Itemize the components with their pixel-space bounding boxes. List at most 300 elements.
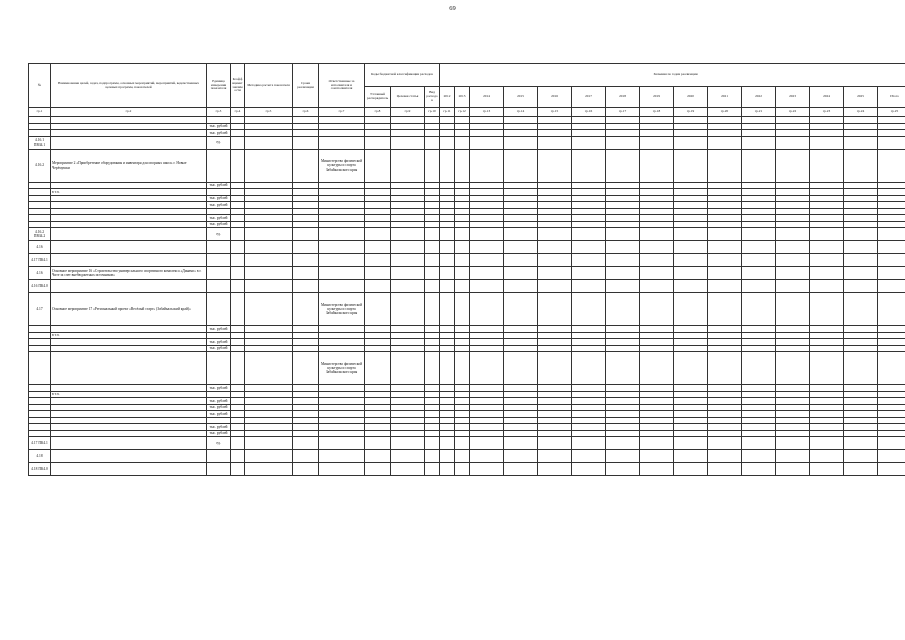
column-index: гр.22 [776, 108, 810, 117]
cell-year-value [742, 293, 776, 326]
cell-year-value [742, 352, 776, 385]
cell-year-value [606, 437, 640, 450]
cell-calc [245, 437, 293, 450]
header-unit: Единица измерения показателя [207, 64, 231, 108]
cell-name [51, 136, 207, 149]
cell-unit: ед. [207, 136, 231, 149]
cell-year-value [844, 228, 878, 241]
header-year: 2021 [708, 87, 742, 108]
cell-year-value [504, 241, 538, 254]
column-index: гр.25 [878, 108, 905, 117]
cell-year-value [538, 149, 572, 182]
cell-b [391, 241, 425, 254]
cell-year-value [640, 352, 674, 385]
header-year: 2024 [810, 87, 844, 108]
cell-unit [207, 241, 231, 254]
cell-calc [245, 136, 293, 149]
cell-resp [319, 136, 365, 149]
cell-year-value [538, 463, 572, 476]
cell-year-value [440, 463, 455, 476]
cell-year-value [440, 241, 455, 254]
cell-b [391, 228, 425, 241]
cell-unit: ед. [207, 228, 231, 241]
cell-year-value [708, 437, 742, 450]
cell-year-value [776, 136, 810, 149]
cell-num: 4.16 [29, 241, 51, 254]
cell-year-value [572, 437, 606, 450]
cell-a [365, 280, 391, 293]
header-budget-codes: Коды бюджетной классификации расходов [365, 64, 440, 87]
cell-year-value [674, 254, 708, 267]
cell-num: 4.16.1 ПВЗ4.1 [29, 136, 51, 149]
header-year: 2013 [455, 87, 470, 108]
column-index: гр.5 [245, 108, 293, 117]
cell-year-value [470, 352, 504, 385]
cell-year-value [440, 352, 455, 385]
cell-resp [319, 450, 365, 463]
cell-year-value [708, 241, 742, 254]
cell-b [391, 267, 425, 280]
column-index: гр.17 [606, 108, 640, 117]
cell-a [365, 136, 391, 149]
cell-c [425, 437, 440, 450]
cell-year-value [640, 280, 674, 293]
cell-c [425, 450, 440, 463]
cell-year-value [572, 149, 606, 182]
cell-year-value [538, 254, 572, 267]
cell-c [425, 136, 440, 149]
cell-c [425, 280, 440, 293]
header-num: № [29, 64, 51, 108]
header-total: Итого [878, 87, 905, 108]
cell-a [365, 267, 391, 280]
cell-num: 4.17 [29, 293, 51, 326]
cell-year-value [455, 149, 470, 182]
cell-unit [207, 254, 231, 267]
column-index: гр.6 [293, 108, 319, 117]
cell-year-value [440, 437, 455, 450]
cell-year-value [470, 280, 504, 293]
cell-year-value [708, 136, 742, 149]
column-index: гр.16 [572, 108, 606, 117]
cell-year-value [455, 267, 470, 280]
cell-num: 4.16 ПК4.0 [29, 280, 51, 293]
table-row [29, 228, 905, 241]
cell-year-value [504, 437, 538, 450]
cell-total [878, 450, 905, 463]
cell-unit: тыс. рублей [207, 195, 231, 202]
cell-resp [319, 437, 365, 450]
cell-a [365, 228, 391, 241]
cell-calc [245, 254, 293, 267]
cell-year-value [640, 254, 674, 267]
cell-year-value [640, 149, 674, 182]
cell-year-value [810, 228, 844, 241]
cell-total [878, 463, 905, 476]
cell-year-value [742, 463, 776, 476]
table-row [29, 437, 905, 450]
cell-year-value [504, 352, 538, 385]
cell-b [391, 280, 425, 293]
cell-resp: Министерство физической культуры и спорта Забайкальского края [319, 149, 365, 182]
cell-total [878, 352, 905, 385]
column-index: гр.1 [29, 108, 51, 117]
cell-unit: тыс. рублей [207, 221, 231, 228]
cell-year-value [455, 228, 470, 241]
cell-year-value [640, 241, 674, 254]
cell-unit [207, 352, 231, 385]
header-year: 2023 [776, 87, 810, 108]
cell-year-value [776, 267, 810, 280]
cell-b [391, 463, 425, 476]
cell-resp [319, 280, 365, 293]
table-row [29, 136, 905, 149]
cell-year-value [844, 241, 878, 254]
cell-year-value [674, 463, 708, 476]
cell-year-value [674, 280, 708, 293]
header-calc: Методика расчета показателя [245, 64, 293, 108]
cell-year-value [470, 149, 504, 182]
header-values-by-year: Значения по годам реализации [440, 64, 905, 87]
cell-year-value [606, 241, 640, 254]
cell-coef [231, 437, 245, 450]
table-row [29, 149, 905, 182]
cell-year-value [742, 280, 776, 293]
cell-year-value [572, 267, 606, 280]
cell-calc [245, 149, 293, 182]
cell-unit: тыс. рублей [207, 345, 231, 352]
cell-unit [207, 463, 231, 476]
header-coef: Коэффициент значимости [231, 64, 245, 108]
cell-year-value [844, 267, 878, 280]
cell-term [293, 267, 319, 280]
cell-resp [319, 241, 365, 254]
cell-year-value [776, 280, 810, 293]
cell-year-value [674, 267, 708, 280]
cell-name [51, 463, 207, 476]
cell-year-value [776, 437, 810, 450]
cell-year-value [674, 149, 708, 182]
cell-year-value [674, 450, 708, 463]
cell-c [425, 254, 440, 267]
cell-name: Мероприятие 2 «Приобретение оборудования и инвентаря для опорных школ» г. Новые Черёмушки [51, 149, 207, 182]
column-index: гр.4 [231, 108, 245, 117]
cell-a [365, 352, 391, 385]
cell-name [51, 254, 207, 267]
cell-year-value [606, 149, 640, 182]
header-year: 2014 [470, 87, 504, 108]
cell-year-value [674, 228, 708, 241]
cell-year-value [640, 228, 674, 241]
table-row [29, 254, 905, 267]
cell-unit: тыс. рублей [207, 326, 231, 333]
cell-year-value [844, 136, 878, 149]
cell-year-value [572, 450, 606, 463]
column-index: гр.13 [470, 108, 504, 117]
cell-year-value [470, 136, 504, 149]
cell-term [293, 293, 319, 326]
cell-year-value [440, 450, 455, 463]
cell-coef [231, 352, 245, 385]
cell-unit [207, 149, 231, 182]
cell-year-value [606, 136, 640, 149]
cell-year-value [470, 241, 504, 254]
cell-num: 4.16 [29, 267, 51, 280]
cell-coef [231, 293, 245, 326]
cell-year-value [606, 352, 640, 385]
cell-num: 4.18 [29, 450, 51, 463]
cell-year-value [640, 293, 674, 326]
cell-name [51, 280, 207, 293]
cell-year-value [776, 352, 810, 385]
header-year: 2019 [640, 87, 674, 108]
cell-year-value [538, 450, 572, 463]
cell-year-value [538, 293, 572, 326]
cell-year-value [810, 267, 844, 280]
cell-calc [245, 293, 293, 326]
cell-coef [231, 254, 245, 267]
cell-year-value [742, 241, 776, 254]
cell-year-value [572, 293, 606, 326]
column-index: гр.21 [742, 108, 776, 117]
column-index: гр.20 [708, 108, 742, 117]
header-year: 2017 [572, 87, 606, 108]
page-number: 69 [449, 5, 456, 12]
cell-year-value [844, 254, 878, 267]
cell-year-value [844, 463, 878, 476]
cell-year-value [440, 293, 455, 326]
header-year: 2018 [606, 87, 640, 108]
cell-year-value [640, 463, 674, 476]
cell-unit: тыс. рублей [207, 215, 231, 222]
cell-b [391, 437, 425, 450]
cell-year-value [572, 254, 606, 267]
cell-coef [231, 463, 245, 476]
cell-calc [245, 450, 293, 463]
cell-b [391, 136, 425, 149]
cell-year-value [674, 136, 708, 149]
cell-year-value [572, 352, 606, 385]
cell-year-value [708, 293, 742, 326]
cell-unit [207, 293, 231, 326]
cell-unit: тыс. рублей [207, 404, 231, 411]
cell-resp [319, 228, 365, 241]
cell-year-value [776, 228, 810, 241]
cell-term [293, 352, 319, 385]
cell-total [878, 267, 905, 280]
cell-total [878, 136, 905, 149]
cell-year-value [455, 280, 470, 293]
cell-term [293, 136, 319, 149]
cell-year-value [606, 254, 640, 267]
cell-calc [245, 228, 293, 241]
column-index: гр.12 [455, 108, 470, 117]
cell-unit: тыс. рублей [207, 385, 231, 392]
cell-year-value [455, 241, 470, 254]
cell-year-value [455, 136, 470, 149]
cell-unit: тыс. рублей [207, 398, 231, 405]
cell-year-value [742, 228, 776, 241]
cell-year-value [455, 254, 470, 267]
cell-year-value [810, 437, 844, 450]
column-index: гр.24 [844, 108, 878, 117]
cell-year-value [455, 463, 470, 476]
cell-calc [245, 241, 293, 254]
cell-year-value [455, 437, 470, 450]
cell-year-value [572, 228, 606, 241]
program-table [28, 63, 905, 476]
cell-num: 4.16.2 [29, 149, 51, 182]
cell-unit: тыс. рублей [207, 123, 231, 130]
cell-year-value [606, 450, 640, 463]
cell-coef [231, 267, 245, 280]
cell-year-value [742, 437, 776, 450]
header-code-c: Вид расходов [425, 87, 440, 108]
cell-year-value [708, 149, 742, 182]
cell-year-value [742, 450, 776, 463]
cell-year-value [470, 293, 504, 326]
cell-coef [231, 136, 245, 149]
cell-year-value [810, 450, 844, 463]
cell-year-value [538, 136, 572, 149]
column-index: гр.8 [365, 108, 391, 117]
cell-a [365, 149, 391, 182]
cell-year-value [810, 352, 844, 385]
cell-unit: ед. [207, 437, 231, 450]
cell-unit: тыс. рублей [207, 430, 231, 437]
column-index: гр.11 [440, 108, 455, 117]
column-index: гр.15 [538, 108, 572, 117]
cell-year-value [708, 450, 742, 463]
column-index: гр.3 [207, 108, 231, 117]
table-row [29, 241, 905, 254]
cell-year-value [810, 241, 844, 254]
table-row [29, 352, 905, 385]
cell-year-value [708, 228, 742, 241]
table-row [29, 463, 905, 476]
cell-b [391, 450, 425, 463]
cell-b [391, 293, 425, 326]
cell-year-value [844, 437, 878, 450]
cell-name: Основное мероприятие 17 «Региональный проект «Весёлый старт» (Забайкальский край)» [51, 293, 207, 326]
cell-resp [319, 267, 365, 280]
header-code-a: Т\главный распорядитель [365, 87, 391, 108]
cell-name: в т.ч. [51, 189, 207, 196]
cell-term [293, 280, 319, 293]
cell-b [391, 352, 425, 385]
cell-b [391, 149, 425, 182]
cell-year-value [742, 267, 776, 280]
cell-year-value [504, 450, 538, 463]
cell-total [878, 228, 905, 241]
header-year: 2020 [674, 87, 708, 108]
column-index: гр.14 [504, 108, 538, 117]
cell-year-value [572, 136, 606, 149]
cell-year-value [440, 280, 455, 293]
cell-year-value [810, 136, 844, 149]
cell-year-value [606, 463, 640, 476]
cell-year-value [742, 136, 776, 149]
header-term: Сроки реализации [293, 64, 319, 108]
cell-unit: тыс. рублей [207, 202, 231, 209]
header-resp: Ответственные за исполнителя и соисполнителя [319, 64, 365, 108]
table-row [29, 280, 905, 293]
cell-term [293, 241, 319, 254]
cell-year-value [810, 293, 844, 326]
cell-year-value [776, 149, 810, 182]
cell-year-value [640, 267, 674, 280]
cell-year-value [440, 136, 455, 149]
cell-term [293, 149, 319, 182]
cell-resp: Министерство физической культуры и спорта Забайкальского края [319, 293, 365, 326]
header-code-b: Целевая статья [391, 87, 425, 108]
cell-c [425, 228, 440, 241]
cell-year-value [470, 267, 504, 280]
cell-year-value [844, 149, 878, 182]
cell-year-value [776, 463, 810, 476]
cell-name [51, 228, 207, 241]
cell-term [293, 228, 319, 241]
table-row [29, 450, 905, 463]
cell-a [365, 293, 391, 326]
cell-year-value [776, 293, 810, 326]
cell-coef [231, 228, 245, 241]
cell-unit: тыс. рублей [207, 339, 231, 346]
cell-year-value [674, 241, 708, 254]
cell-name [51, 352, 207, 385]
cell-year-value [538, 241, 572, 254]
cell-year-value [708, 267, 742, 280]
cell-resp [319, 254, 365, 267]
cell-year-value [470, 450, 504, 463]
cell-unit: тыс. рублей [207, 424, 231, 431]
cell-year-value [844, 280, 878, 293]
cell-calc [245, 352, 293, 385]
cell-num: 4.17 ПК4.1 [29, 437, 51, 450]
cell-year-value [504, 463, 538, 476]
cell-name [51, 241, 207, 254]
cell-year-value [708, 254, 742, 267]
cell-term [293, 463, 319, 476]
cell-year-value [504, 267, 538, 280]
cell-a [365, 463, 391, 476]
cell-year-value [440, 149, 455, 182]
cell-year-value [455, 450, 470, 463]
cell-year-value [538, 267, 572, 280]
cell-a [365, 254, 391, 267]
cell-year-value [742, 149, 776, 182]
cell-year-value [572, 280, 606, 293]
cell-year-value [470, 254, 504, 267]
cell-year-value [810, 463, 844, 476]
header-year: 2015 [504, 87, 538, 108]
cell-year-value [640, 437, 674, 450]
cell-unit [207, 450, 231, 463]
cell-c [425, 241, 440, 254]
cell-year-value [776, 241, 810, 254]
cell-year-value [708, 352, 742, 385]
cell-year-value [440, 228, 455, 241]
column-index: гр.10 [425, 108, 440, 117]
cell-year-value [776, 450, 810, 463]
cell-year-value [504, 136, 538, 149]
header-name: Наименование целей, задач, подпрограмм, основных мероприятий, мероприятий, ведомственных целевых программ, показателей [51, 64, 207, 108]
column-index: гр.7 [319, 108, 365, 117]
cell-year-value [470, 463, 504, 476]
cell-unit: тыс. рублей [207, 182, 231, 189]
cell-c [425, 463, 440, 476]
cell-year-value [504, 293, 538, 326]
